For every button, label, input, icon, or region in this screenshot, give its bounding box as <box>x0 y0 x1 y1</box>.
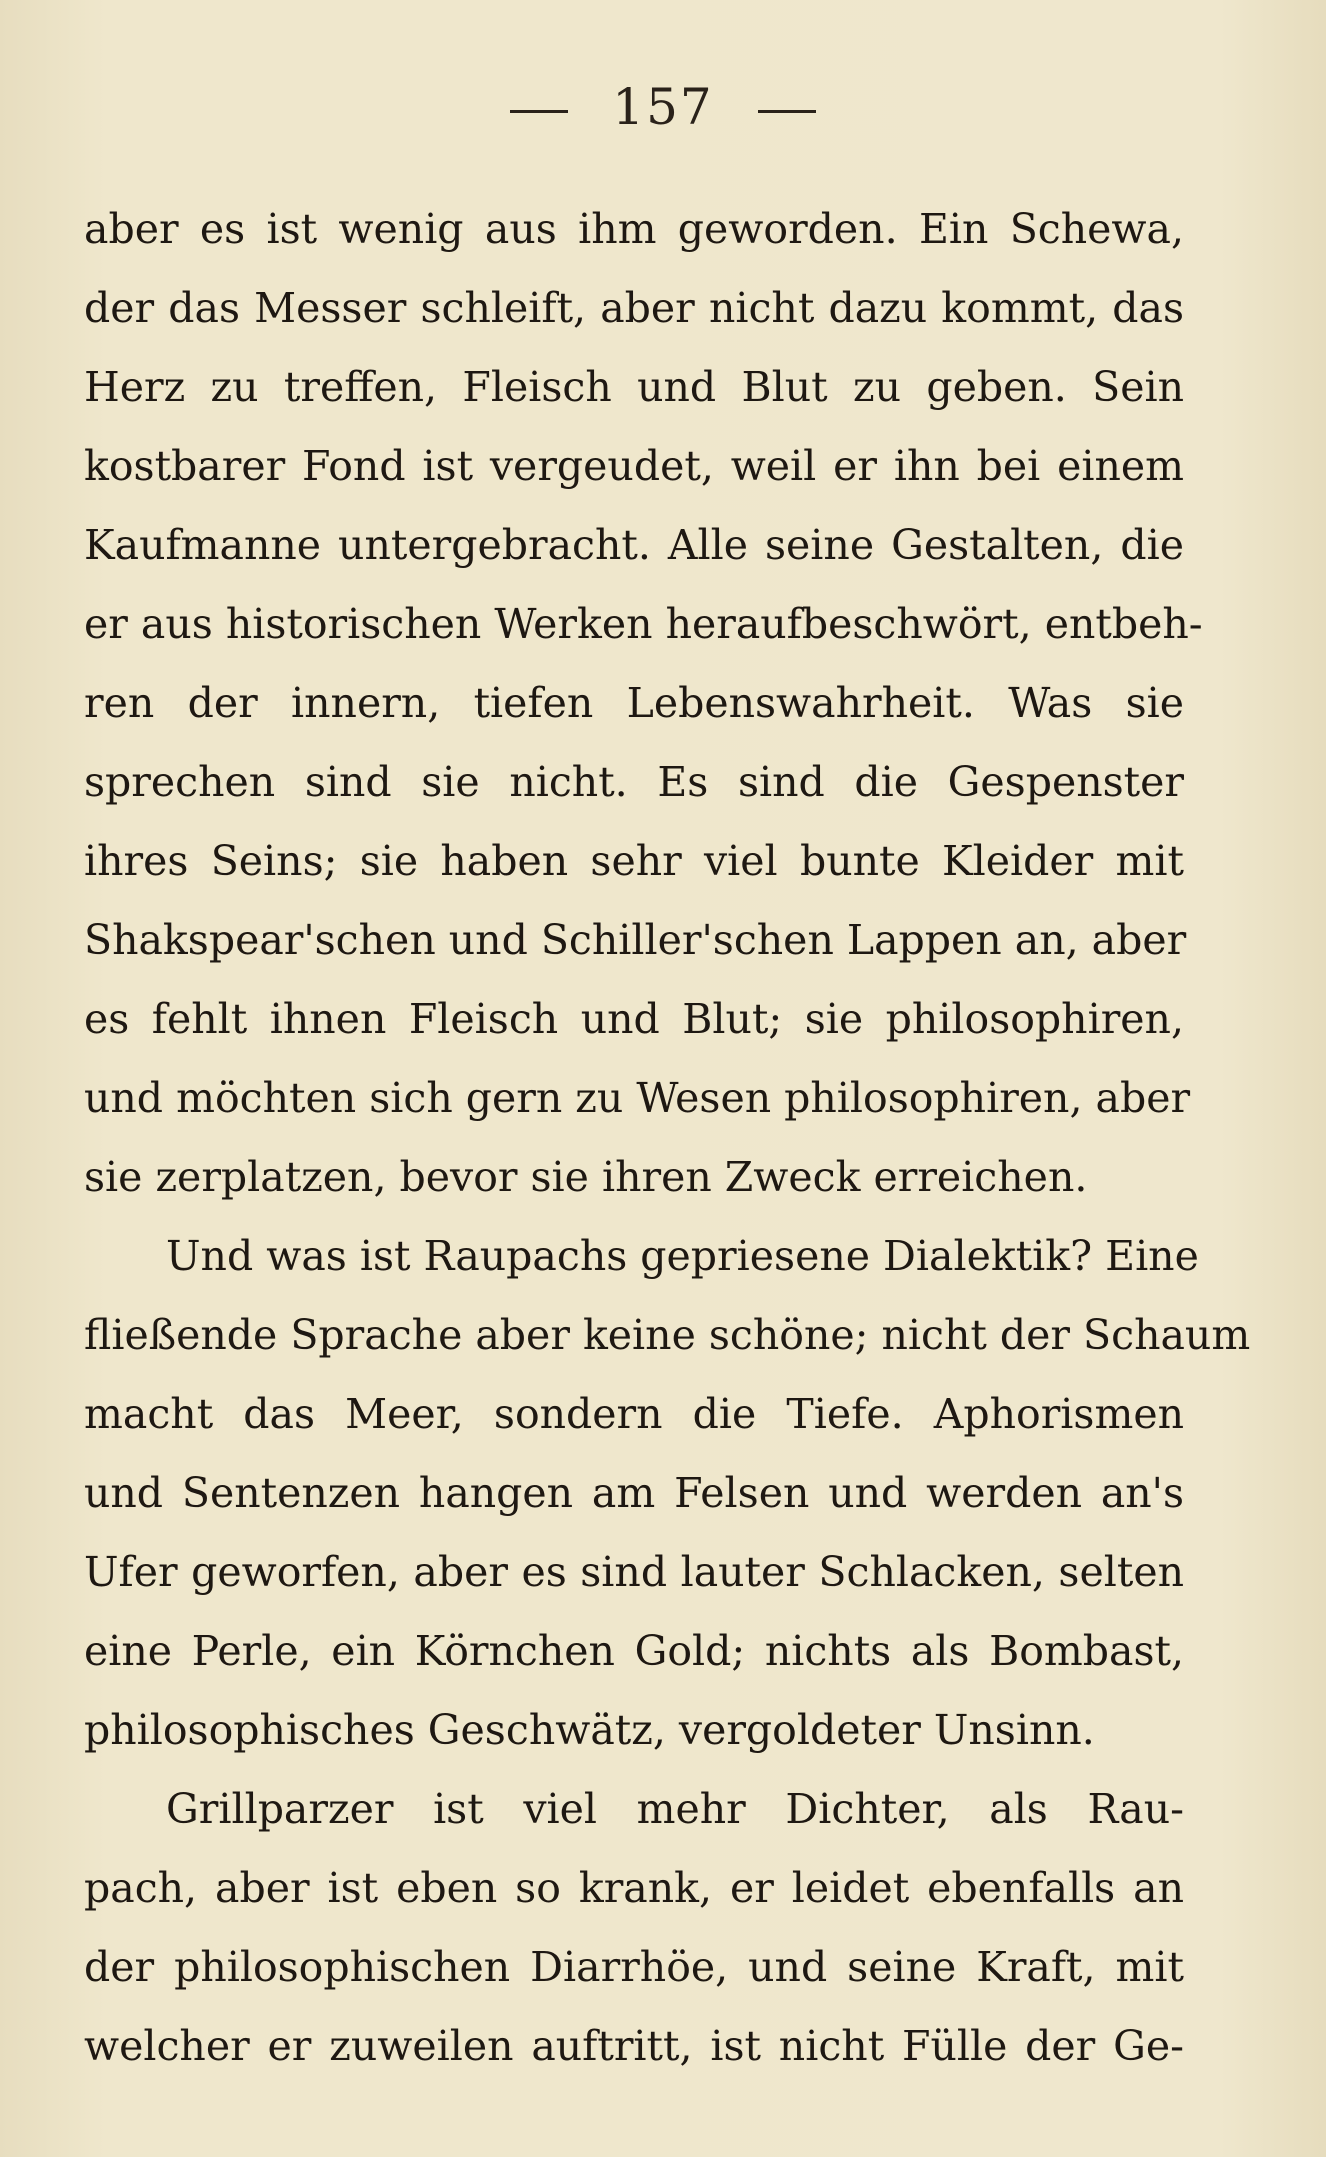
text-line: und Sentenzen hangen am Felsen und werden an's <box>84 1469 1184 1517</box>
header-dash-right <box>758 110 816 113</box>
text-line: kostbarer Fond ist vergeudet, weil er ihn bei einem <box>84 442 1184 490</box>
text-line: pach, aber ist eben so krank, er leidet ebenfalls an <box>84 1864 1184 1912</box>
text-line: fließende Sprache aber keine schöne; nicht der Schaum <box>84 1311 1251 1359</box>
text-line: er aus historischen Werken heraufbeschwört, entbeh- <box>84 600 1203 648</box>
paragraph-start-line: Und was ist Raupachs gepriesene Dialektik? Eine <box>166 1232 1199 1280</box>
text-line: es fehlt ihnen Fleisch und Blut; sie philosophiren, <box>84 995 1184 1043</box>
text-line: eine Perle, ein Körnchen Gold; nichts als Bombast, <box>84 1627 1184 1675</box>
text-line: und möchten sich gern zu Wesen philosophiren, aber <box>84 1074 1191 1122</box>
text-line: der das Messer schleift, aber nicht dazu kommt, das <box>84 284 1184 332</box>
header-dash-left <box>510 110 568 113</box>
paragraph-start-line: Grillparzer ist viel mehr Dichter, als Rau- <box>166 1785 1184 1833</box>
text-line: sprechen sind sie nicht. Es sind die Gespenster <box>84 758 1184 806</box>
paragraph-end-line: sie zerplatzen, bevor sie ihren Zweck erreichen. <box>84 1153 1088 1201</box>
text-line: Kaufmanne untergebracht. Alle seine Gestalten, die <box>84 521 1184 569</box>
text-line: der philosophischen Diarrhöe, und seine Kraft, mit <box>84 1943 1184 1991</box>
text-line: macht das Meer, sondern die Tiefe. Aphorismen <box>84 1390 1184 1438</box>
text-line: ihres Seins; sie haben sehr viel bunte Kleider mit <box>84 837 1184 885</box>
paragraph-end-line: philosophisches Geschwätz, vergoldeter Unsinn. <box>84 1706 1095 1754</box>
text-line: Shakspear'schen und Schiller'schen Lappen an, aber <box>84 916 1187 964</box>
page-number: 157 <box>612 78 714 136</box>
text-line: Ufer geworfen, aber es sind lauter Schlacken, selten <box>84 1548 1184 1596</box>
page-header <box>0 78 1326 136</box>
body-text <box>84 190 1251 2086</box>
text-line: welcher er zuweilen auftritt, ist nicht Fülle der Ge- <box>84 2022 1184 2070</box>
text-line: ren der innern, tiefen Lebenswahrheit. Was sie <box>84 679 1184 727</box>
text-line: Herz zu treffen, Fleisch und Blut zu geben. Sein <box>84 363 1184 411</box>
text-line: aber es ist wenig aus ihm geworden. Ein Schewa, <box>84 205 1184 253</box>
